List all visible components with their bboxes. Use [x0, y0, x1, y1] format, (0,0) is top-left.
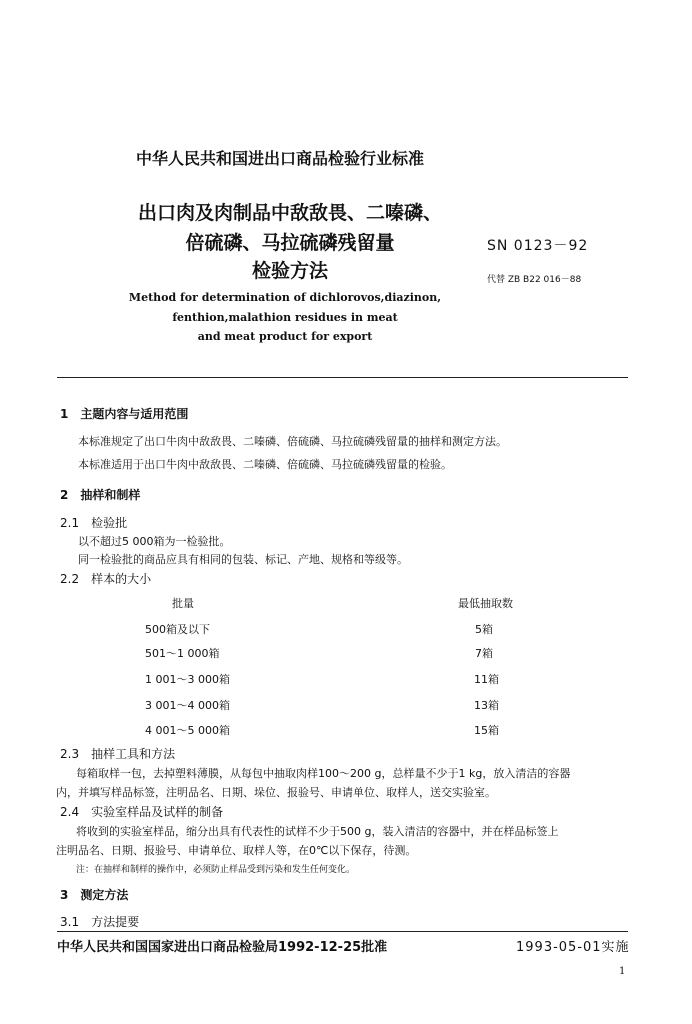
- title-line-3: 检验方法: [251, 260, 328, 282]
- section-2-4-note: 注：在抽样和制样的操作中，必须防止样品受到污染和发生任何变化。: [76, 865, 356, 875]
- section-2-3-para-2: 内，并填写样品标签，注明品名、日期、垛位、报验号、申请单位、取样人，送交实验室。: [56, 786, 496, 799]
- footer-divider: [57, 931, 628, 932]
- table-header-min-samples: 最低抽取数: [458, 597, 513, 610]
- section-3-1-heading: 3.1 方法提要: [60, 915, 140, 929]
- english-title-line-2: fenthion,malathion residues in meat: [172, 311, 398, 324]
- section-2-3-heading: 2.3 抽样工具和方法: [60, 747, 176, 761]
- table-cell: 13箱: [474, 699, 499, 712]
- table-cell: 501～1 000箱: [145, 647, 220, 660]
- section-2-3-para-1: 每箱取样一包，去掉塑料薄膜，从每包中抽取肉样100～200 g，总样量不少于1 kg，放入清洁的容器: [76, 767, 571, 780]
- section-3-heading: 3 测定方法: [60, 888, 129, 902]
- english-title-line-1: Method for determination of dichlorovos,diazinon,: [128, 291, 442, 304]
- section-1-para-1: 本标准规定了出口牛肉中敌敌畏、二嗪磷、倍硫磷、马拉硫磷残留量的抽样和测定方法。: [78, 435, 507, 448]
- page-number: 1: [619, 966, 626, 977]
- section-2-heading: 2 抽样和制样: [60, 488, 141, 502]
- section-2-2-heading: 2.2 样本的大小: [60, 572, 152, 586]
- table-cell: 7箱: [475, 647, 493, 660]
- effective-date: 1993-05-01实施: [516, 940, 630, 955]
- section-2-1-para-1: 以不超过5 000箱为一检验批。: [78, 535, 231, 548]
- table-cell: 1 001～3 000箱: [145, 673, 230, 686]
- table-cell: 4 001～5 000箱: [145, 724, 230, 737]
- header-divider: [57, 377, 628, 378]
- replaces-standard: 代替 ZB B22 016－88: [487, 275, 582, 285]
- section-2-1-para-2: 同一检验批的商品应具有相同的包装、标记、产地、规格和等级等。: [78, 553, 408, 566]
- section-1-heading: 1 主题内容与适用范围: [60, 407, 189, 421]
- table-cell: 15箱: [474, 724, 499, 737]
- title-line-1: 出口肉及肉制品中敌敌畏、二嗪磷、: [137, 202, 442, 224]
- table-cell: 500箱及以下: [145, 623, 210, 636]
- english-title-line-3: and meat product for export: [197, 330, 373, 343]
- standard-number: SN 0123－92: [487, 238, 589, 254]
- section-2-4-heading: 2.4 实验室样品及试样的制备: [60, 805, 224, 819]
- section-2-1-heading: 2.1 检验批: [60, 516, 128, 530]
- section-2-4-para-1: 将收到的实验室样品，缩分出具有代表性的试样不少于500 g，装入清洁的容器中，并在样品标签上: [76, 825, 559, 838]
- table-header-batch: 批量: [172, 597, 194, 610]
- table-cell: 11箱: [474, 673, 499, 686]
- title-line-2: 倍硫磷、马拉硫磷残留量: [185, 232, 395, 254]
- section-1-para-2: 本标准适用于出口牛肉中敌敌畏、二嗪磷、倍硫磷、马拉硫磷残留量的检验。: [78, 458, 452, 471]
- approval-info: 中华人民共和国国家进出口商品检验局1992-12-25批准: [57, 940, 388, 955]
- table-cell: 5箱: [475, 623, 493, 636]
- table-cell: 3 001～4 000箱: [145, 699, 230, 712]
- issuing-body-header: 中华人民共和国进出口商品检验行业标准: [135, 149, 424, 168]
- section-2-4-para-2: 注明品名、日期、报验号、申请单位、取样人等，在0℃以下保存，待测。: [56, 844, 417, 857]
